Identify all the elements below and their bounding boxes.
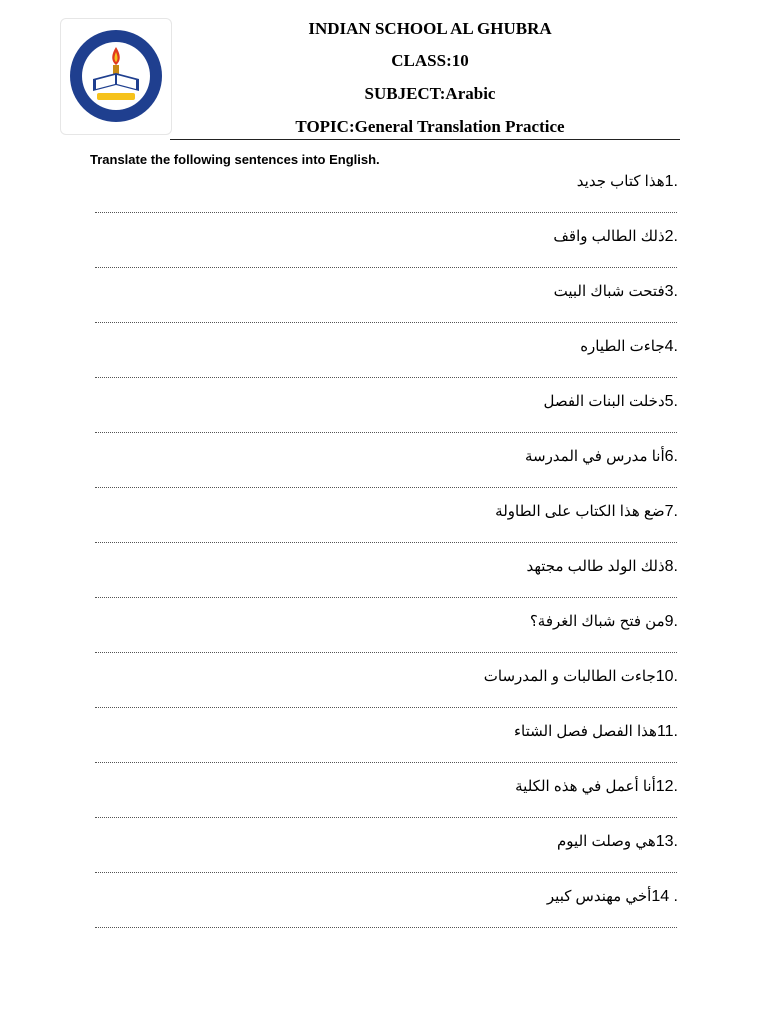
question-text: جاءت الطياره xyxy=(580,338,665,355)
answer-line[interactable] xyxy=(95,322,677,323)
question-text: هذا الفصل فصل الشتاء xyxy=(513,723,657,740)
answer-line[interactable] xyxy=(95,487,677,488)
answer-line[interactable] xyxy=(95,377,677,378)
header-divider xyxy=(170,139,680,140)
question-item xyxy=(78,557,678,576)
question-text: أخي مهندس كبير xyxy=(546,888,652,905)
question-number: .3 xyxy=(664,283,678,300)
answer-line[interactable] xyxy=(95,817,677,818)
subject-line: SUBJECT:Arabic xyxy=(364,84,496,103)
question-item xyxy=(78,667,678,686)
question-number: .12 xyxy=(655,778,678,795)
question-item xyxy=(78,282,678,301)
question-text: هي وصلت اليوم xyxy=(557,833,656,850)
class-line: CLASS:10 xyxy=(391,51,469,70)
question-text: أنا مدرس في المدرسة xyxy=(524,448,665,465)
question-number: .4 xyxy=(664,338,678,355)
question-text: جاءت الطالبات و المدرسات xyxy=(483,668,656,685)
question-item xyxy=(78,887,678,906)
question-item xyxy=(78,172,678,191)
topic-line: TOPIC:General Translation Practice xyxy=(295,117,565,136)
question-text: ذلك الولد طالب مجتهد xyxy=(526,558,665,575)
question-number: . 14 xyxy=(651,888,678,905)
answer-line[interactable] xyxy=(95,542,677,543)
question-number: .11 xyxy=(656,723,678,740)
answer-line[interactable] xyxy=(95,762,677,763)
question-text: دخلت البنات الفصل xyxy=(543,393,665,410)
question-number: .13 xyxy=(655,833,678,850)
question-text: ضع هذا الكتاب على الطاولة xyxy=(495,503,665,520)
question-text: أنا أعمل في هذه الكلية xyxy=(515,778,656,795)
question-number: .2 xyxy=(664,228,678,245)
question-text: ذلك الطالب واقف xyxy=(553,228,665,245)
question-text: هذا كتاب جديد xyxy=(576,173,665,190)
question-item xyxy=(78,777,678,796)
question-item xyxy=(78,722,678,741)
answer-line[interactable] xyxy=(95,267,677,268)
question-item xyxy=(78,447,678,466)
answer-line[interactable] xyxy=(95,652,677,653)
instruction-text: Translate the following sentences into English. xyxy=(90,152,380,167)
school-name: INDIAN SCHOOL AL GHUBRA xyxy=(308,19,552,38)
question-number: .9 xyxy=(664,613,678,630)
question-item xyxy=(78,337,678,356)
answer-line[interactable] xyxy=(95,927,677,928)
question-number: .7 xyxy=(664,503,678,520)
question-item xyxy=(78,612,678,631)
question-item xyxy=(78,227,678,246)
answer-line[interactable] xyxy=(95,707,677,708)
answer-line[interactable] xyxy=(95,872,677,873)
question-item xyxy=(78,832,678,851)
answer-line[interactable] xyxy=(95,432,677,433)
question-item xyxy=(78,392,678,411)
question-text: من فتح شباك الغرفة؟ xyxy=(529,613,665,630)
answer-line[interactable] xyxy=(95,212,677,213)
question-number: .6 xyxy=(664,448,678,465)
question-number: .5 xyxy=(664,393,678,410)
school-logo xyxy=(60,18,172,135)
question-number: .10 xyxy=(655,668,678,685)
question-item xyxy=(78,502,678,521)
answer-line[interactable] xyxy=(95,597,677,598)
school-crest-icon xyxy=(67,25,165,128)
question-number: .8 xyxy=(664,558,678,575)
question-number: .1 xyxy=(664,173,678,190)
question-text: فتحت شباك البيت xyxy=(553,283,665,300)
